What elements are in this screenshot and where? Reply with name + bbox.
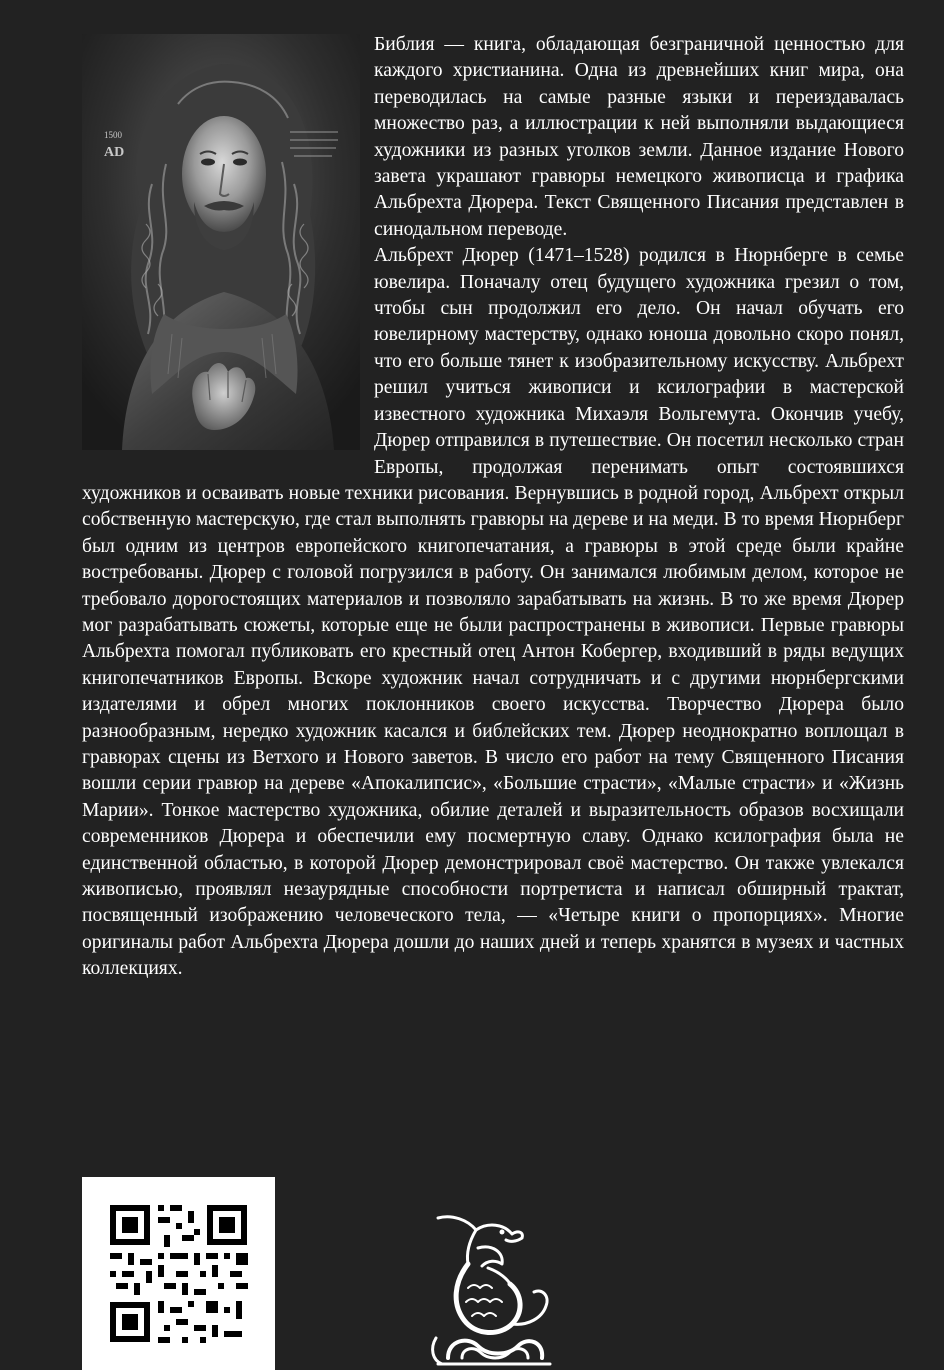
svg-text:AD: AD bbox=[104, 145, 125, 160]
qr-code-icon[interactable] bbox=[82, 1177, 275, 1370]
paragraph-durer-biography: Альбрехт Дюрер (1471–1528) родился в Нюрнберге в семье ювелира. Поначалу отец будущего художника грезил о том, чтобы сын продолжил его дело. Он начал обучать его ювелирному мастерству, однако юноша довольно скоро понял, что его больше тянет к изобразительному искусству. Альбрехт решил учиться живописи и ксилографии в мастерской известного художника Михаэля Вольгемута. Окончив учебу, Дюрер отправился в путешествие. Он посетил несколько стран Европы, продолжая перенимать опыт состоявшихся художников и осваивать новые техники рисования. Вернувшись в родной город, Альбрехт открыл собственную мастерскую, где стал выполнять гравюры на дереве и на меди. В то время Нюрнберг был одним из центров европейского книгопечатания, а гравюры в этой среде были крайне востребованы. Дюрер с головой погрузился в работу. Он занимался любимым делом, которое не требовало дорогостоящих материалов и позволяло зарабатывать на жизнь. В то же время Дюрер мог разрабатывать сюжеты, которые еще не были распространены в живописи. Первые гравюры Альбрехта помогал публиковать его крестный отец Антон Кобергер, входивший в ряды ведущих книгопечатников Европы. Вскоре художник начал сотрудничать и с другими нюрнбергскими издателями и обрел многих поклонников своего искусства. Творчество Дюрера было разнообразным, нередко художник касался и библейских тем. Дюрер неоднократно воплощал в гравюрах сцены из Ветхого и Нового заветов. В число его работ на тему Священного Писания вошли серии гравюр на дереве «Апокалипсис», «Большие страсти», «Малые страсти» и «Жизнь Марии». Тонкое мастерство художника, обилие деталей и выразительность образов восхищали современников Дюрера и обеспечили ему посмертную славу. Однако ксилография была не единственной областью, в которой Дюрер демонстрировал своё мастерство. Он также увлекался живописью, проявлял незаурядные способности портретиста и написал обширный трактат, посвященный изображению человеческого тела, — «Четыре книги о пропорциях». Многие оригиналы работ Альбрехта Дюрера дошли до наших дней и теперь хранятся в музеях и частных коллекциях. bbox=[82, 245, 904, 980]
svg-text:1500: 1500 bbox=[104, 130, 122, 140]
book-description bbox=[82, 32, 904, 983]
paragraph-bible-edition: Библия — книга, обладающая безграничной ценностью для каждого христианина. Одна из древнейших книг мира, она переводилась на самые разные языки и переиздавалась множество раз, а иллюстрации к ней выполняли выдающиеся художники из разных уголков земли. Данное издание Нового завета украшают гравюры немецкого живописца и графика Альбрехта Дюрера. Текст Священного Писания представлен в синодальном переводе. bbox=[374, 34, 904, 240]
dragon-publisher-logo-icon bbox=[418, 1208, 558, 1370]
